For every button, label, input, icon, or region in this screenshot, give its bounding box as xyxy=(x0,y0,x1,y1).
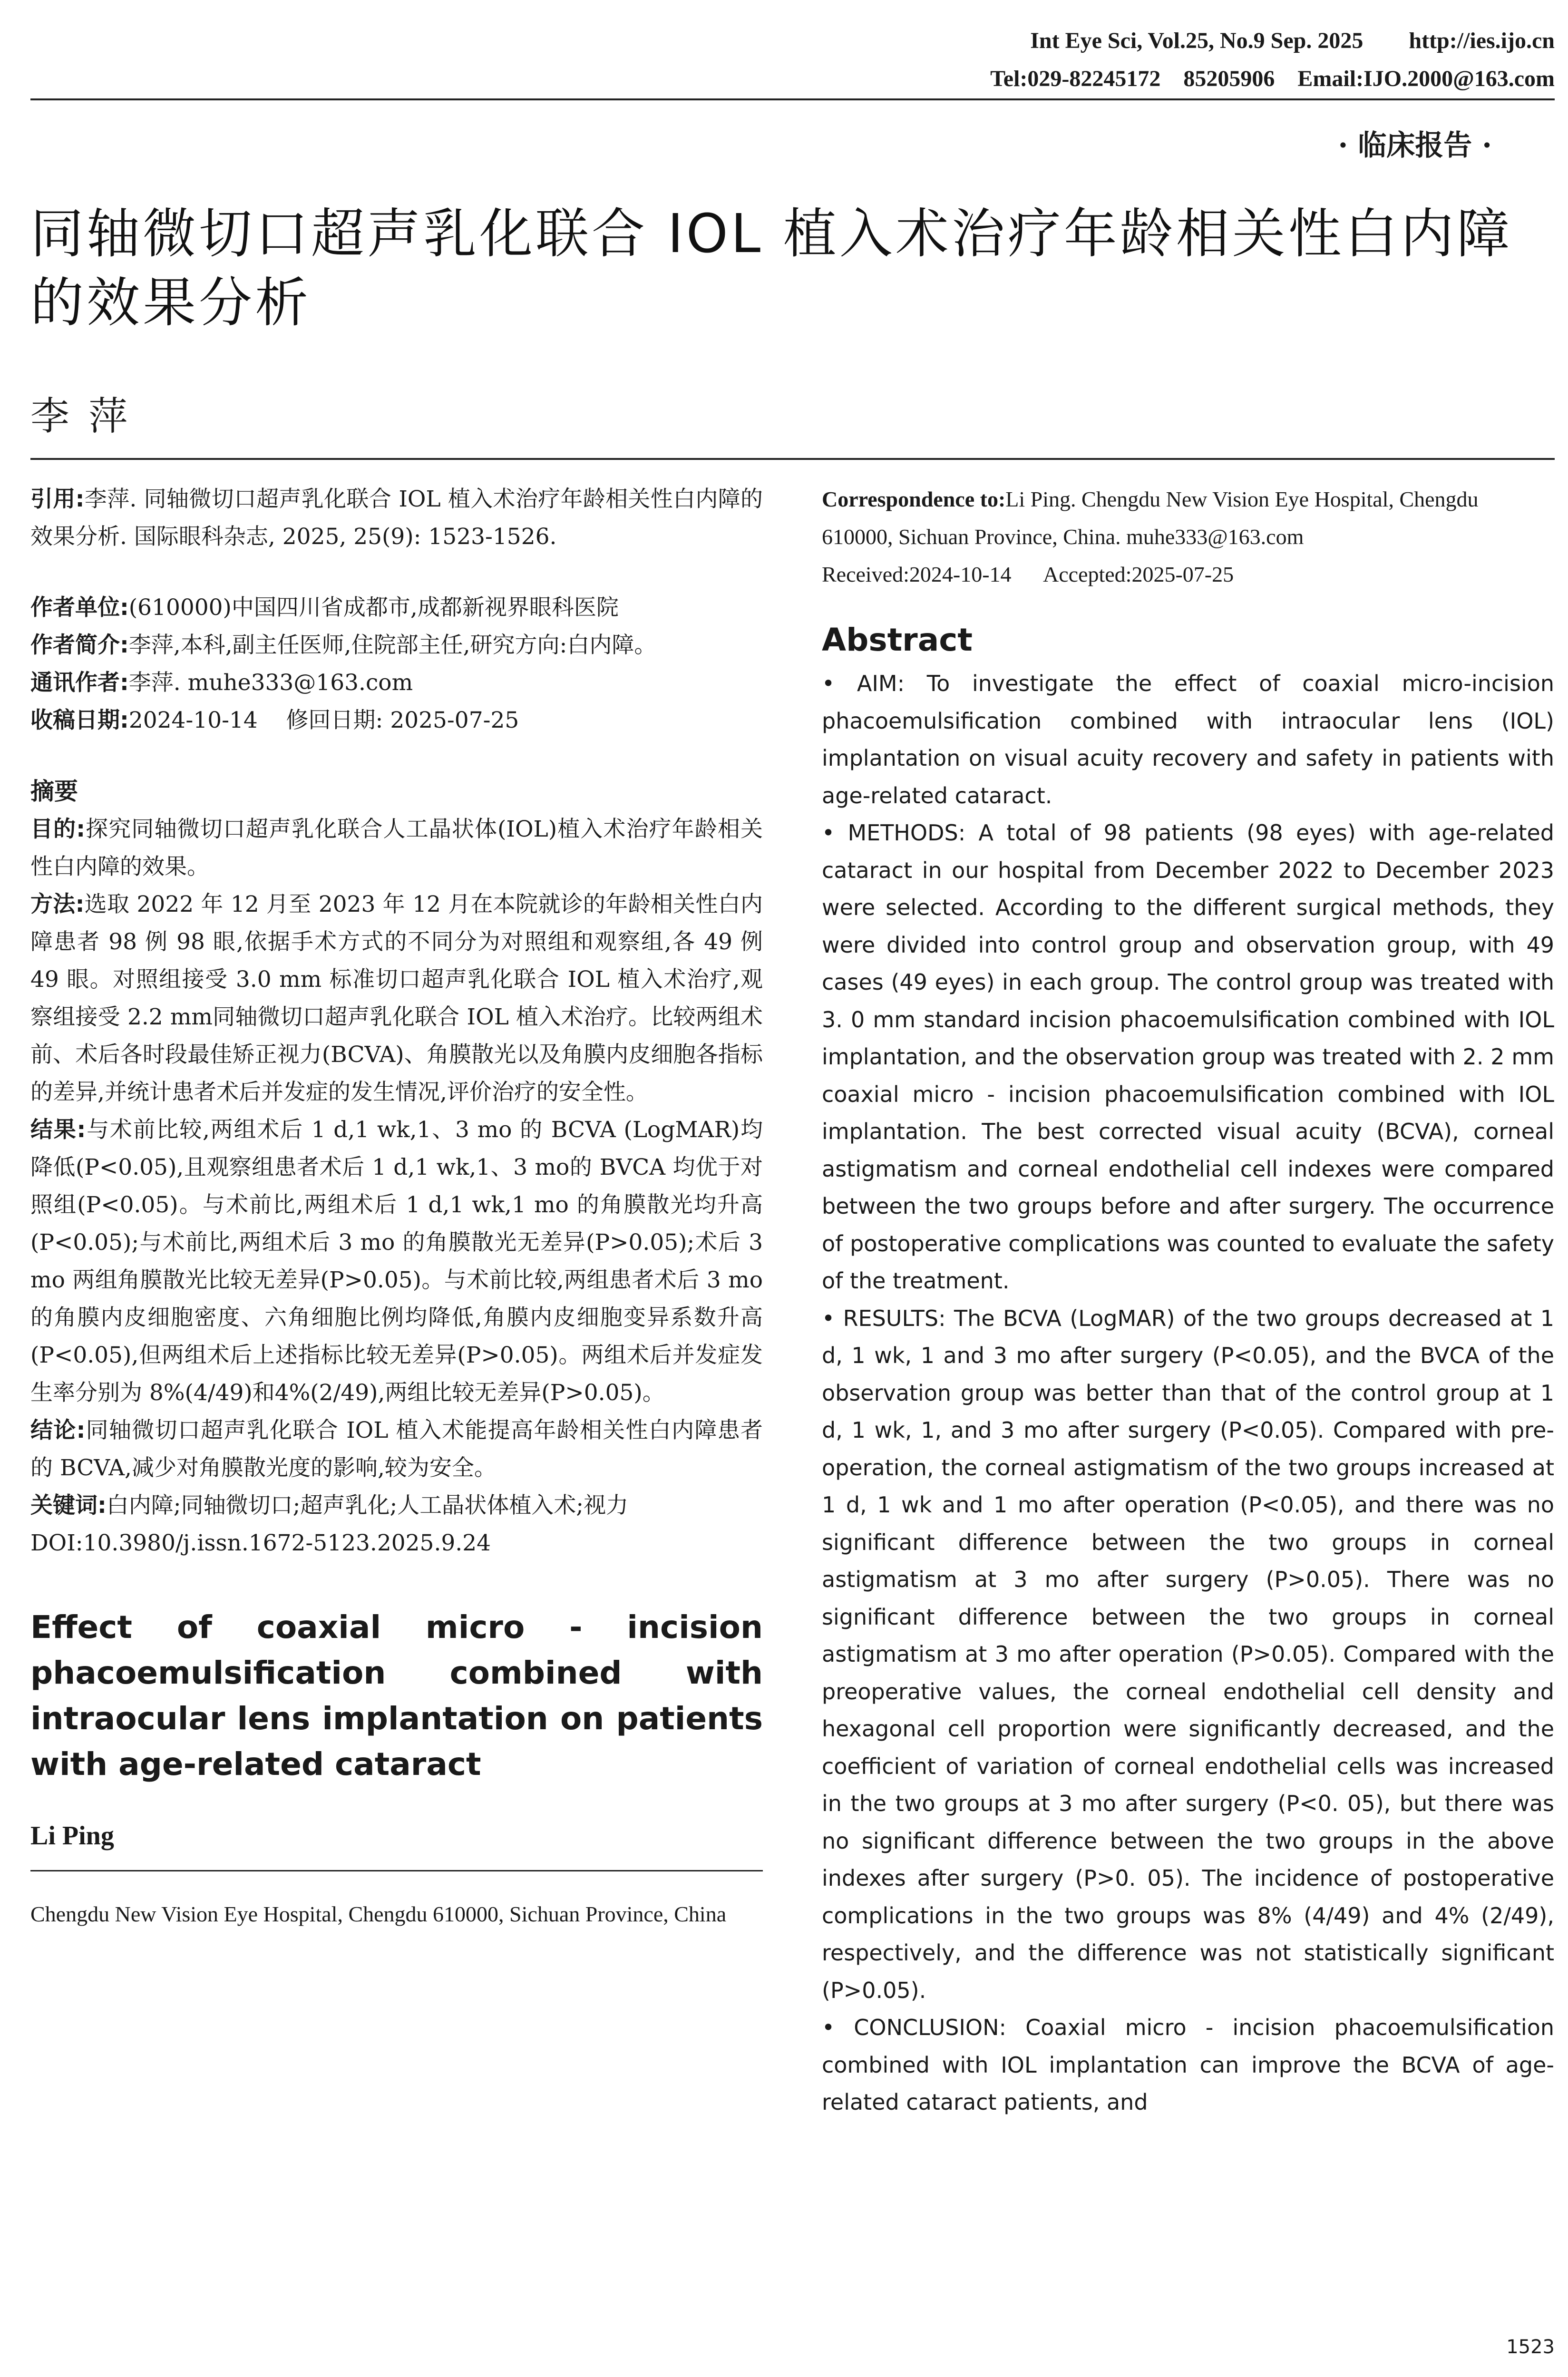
right-column xyxy=(822,480,1554,2121)
meta-text: (610000)中国四川省成都市,成都新视界眼科医院 xyxy=(128,594,619,621)
article-title-cn: 同轴微切口超声乳化联合 IOL 植入术治疗年龄相关性白内障的效果分析 xyxy=(30,203,1513,334)
section-label-methods: 方法: xyxy=(30,891,85,917)
header-divider xyxy=(30,98,1555,100)
section-text: 白内障;同轴微切口;超声乳化;人工晶状体植入术;视力 xyxy=(106,1492,629,1519)
section-text: 同轴微切口超声乳化联合 IOL 植入术能提高年龄相关性白内障患者的 BCVA,减少对角膜散光度的影响,较为安全。 xyxy=(30,1417,763,1481)
abstract-cn-conclusion xyxy=(30,1412,763,1487)
abstract-en-aim: • AIM: To investigate the effect of coaxial micro-incision phacoemulsification combined with intraocular lens (IOL) implantation on visual acuity recovery and safety in patients with age-related cataract. xyxy=(822,671,1554,809)
doi: DOI:10.3980/j.issn.1672-5123.2025.9.24 xyxy=(30,1530,491,1556)
citation xyxy=(30,480,763,555)
page-number: 1523 xyxy=(1506,2336,1555,2358)
citation-text: 李萍. 同轴微切口超声乳化联合 IOL 植入术治疗年龄相关性白内障的效果分析. 国际眼科杂志, 2025, 25(9): 1523-1526. xyxy=(30,486,763,550)
journal-header-line2: Tel:029-82245172 85205906 Email:IJO.2000@163.com xyxy=(990,66,1555,91)
correspondence-text: Li Ping. Chengdu New Vision Eye Hospital, Chengdu 610000, Sichuan Province, China. muhe333@163.com xyxy=(822,487,1479,549)
abstract-cn-keywords xyxy=(30,1487,763,1524)
abstract-en-methods: • METHODS: A total of 98 patients (98 eyes) with age-related cataract in our hospital from December 2022 to December 2023 were selected. According to the different surgical methods, they were divided into control group and observation group, with 49 cases (49 eyes) in each group. The control group was treated with 3. 0 mm standard incision phacoemulsification combined with IOL implantation, and the observation group was treated with 2. 2 mm coaxial micro - incision phacoemulsification combined with IOL implantation. The best corrected visual acuity (BCVA), corneal astigmatism and corneal endothelial cell indexes were compared between the two groups before and after surgery. The occurrence of postoperative complications was counted to evaluate the safety of the treatment. xyxy=(822,820,1554,1294)
affiliation-en: Chengdu New Vision Eye Hospital, Chengdu 610000, Sichuan Province, China xyxy=(30,1902,727,1926)
journal-header-line1: Int Eye Sci, Vol.25, No.9 Sep. 2025 http://ies.ijo.cn xyxy=(1030,28,1555,53)
section-text: 探究同轴微切口超声乳化联合人工晶状体(IOL)植入术治疗年龄相关性白内障的效果。 xyxy=(30,816,763,880)
abstract-cn-methods xyxy=(30,886,763,1111)
meta-text: 2024-10-14 修回日期: 2025-07-25 xyxy=(128,707,519,733)
section-label-results: 结果: xyxy=(30,1117,86,1143)
abstract-en-heading: Abstract xyxy=(822,622,973,658)
correspondence xyxy=(822,480,1554,555)
section-label-keywords: 关键词: xyxy=(30,1492,107,1519)
abstract-cn-aim xyxy=(30,810,763,886)
left-column xyxy=(30,480,763,1933)
correspondence-label: Correspondence to: xyxy=(822,487,1006,511)
meta-label: 通讯作者: xyxy=(30,670,129,696)
meta-corresponding xyxy=(30,664,763,701)
section-label-conclusion: 结论: xyxy=(30,1417,86,1443)
abstract-en-conclusion: • CONCLUSION: Coaxial micro - incision phacoemulsification combined with IOL implantation can improve the BCVA of age-related cataract patients, and xyxy=(822,2015,1554,2115)
title-divider xyxy=(30,458,1555,460)
meta-dates xyxy=(30,701,763,739)
meta-author-bio xyxy=(30,626,763,664)
meta-text: 李萍,本科,副主任医师,住院部主任,研究方向:白内障。 xyxy=(128,632,657,658)
abstract-cn-heading: 摘要 xyxy=(30,778,78,805)
article-title-en: Effect of coaxial micro - incision phacoemulsification combined with intraocular lens implantation on patients with age-related cataract xyxy=(30,1609,763,1783)
section-text: 选取 2022 年 12 月至 2023 年 12 月在本院就诊的年龄相关性白内障患者 98 例 98 眼,依据手术方式的不同分为对照组和观察组,各 49 例 49 眼。对照组接受 3.0 mm 标准切口超声乳化联合 IOL 植入术治疗,观察组接受 2.2 mm同轴微切口超声乳化联合 IOL 植入术治疗。比较两组术前、术后各时段最佳矫正视力(BCVA)、角膜散光以及角膜内皮细胞各指标的差异,并统计患者术后并发症的发生情况,评价治疗的安全性。 xyxy=(30,891,763,1105)
section-label-aim: 目的: xyxy=(30,816,86,842)
author-divider xyxy=(30,1870,763,1871)
meta-affiliation xyxy=(30,589,763,626)
meta-text: 李萍. muhe333@163.com xyxy=(128,670,413,696)
citation-label: 引用: xyxy=(30,486,85,512)
dates-en: Received:2024-10-14 Accepted:2025-07-25 xyxy=(822,562,1234,586)
abstract-en-results: • RESULTS: The BCVA (LogMAR) of the two groups decreased at 1 d, 1 wk, 1 and 3 mo after surgery (P<0.05), and the BVCA of the observation group was better than that of the control group at 1 d, 1 wk, 1, and 3 mo after surgery (P<0.05). Compared with pre-operation, the corneal astigmatism of the two groups increased at 1 d, 1 wk and 1 mo after operation (P<0.05), and there was no significant difference between the two groups in corneal astigmatism at 3 mo after surgery (P>0.05). There was no significant difference between the two groups in corneal astigmatism at 3 mo after operation (P>0.05). Compared with the preoperative values, the corneal endothelial cell density and hexagonal cell proportion were significantly decreased, and the coefficient of variation of corneal endothelial cells was increased in the two groups at 3 mo after surgery (P<0. 05), but there was no significant difference between the two groups in the above indexes after surgery (P>0. 05). The incidence of postoperative complications in the two groups was 8% (4/49) and 4% (2/49), respectively, and the difference was not statistically significant (P>0.05). xyxy=(822,1305,1554,2003)
section-text: 与术前比较,两组术后 1 d,1 wk,1、3 mo 的 BCVA (LogMAR)均降低(P<0.05),且观察组患者术后 1 d,1 wk,1、3 mo的 BVCA 均优于对照组(P<0.05)。与术前比,两组术后 1 d,1 wk,1 mo 的角膜散光均升高(P<0.05);与术前比,两组术后 3 mo 的角膜散光无差异(P>0.05);术后 3 mo 两组角膜散光比较无差异(P>0.05)。与术前比较,两组患者术后 3 mo 的角膜内皮细胞密度、六角细胞比例均降低,角膜内皮细胞变异系数升高(P<0.05),但两组术后上述指标比较无差异(P>0.05)。两组术后并发症发生率分别为 8%(4/49)和4%(2/49),两组比较无差异(P>0.05)。 xyxy=(30,1117,763,1406)
meta-label: 作者单位: xyxy=(30,594,129,621)
abstract-cn-results xyxy=(30,1111,763,1412)
author-name-cn: 李萍 xyxy=(30,394,147,439)
meta-label: 收稿日期: xyxy=(30,707,129,733)
section-label: · 临床报告 · xyxy=(1338,129,1492,162)
meta-label: 作者简介: xyxy=(30,632,129,658)
author-name-en: Li Ping xyxy=(30,1821,114,1851)
